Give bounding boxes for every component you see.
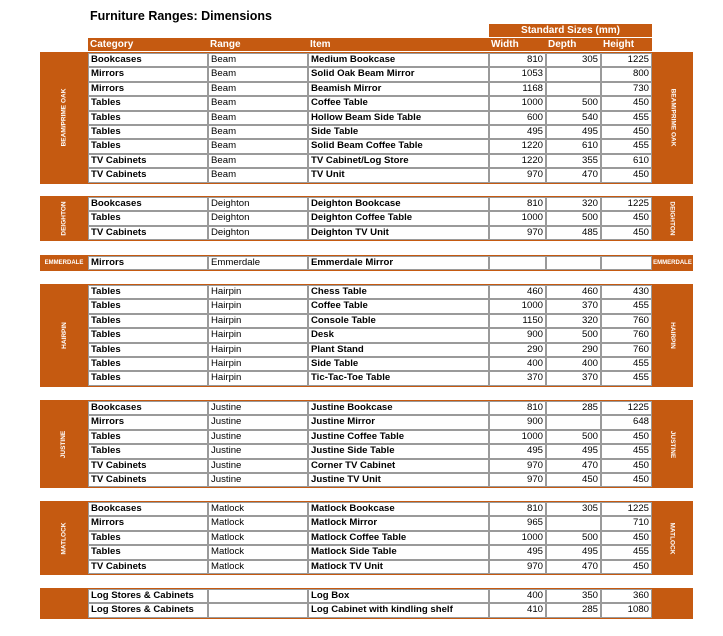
- table-row: [88, 502, 652, 516]
- cell-item: Justine Bookcase: [308, 401, 489, 415]
- cell-height: [601, 256, 652, 270]
- group-label-left: [40, 400, 88, 488]
- cell-range: Justine: [208, 459, 308, 473]
- cell-category: Tables: [88, 531, 208, 545]
- cell-category: Tables: [88, 139, 208, 153]
- column-header-item: Item: [308, 38, 489, 51]
- cell-range: Beam: [208, 67, 308, 81]
- cell-height: 455: [601, 357, 652, 371]
- cell-item: Solid Oak Beam Mirror: [308, 67, 489, 81]
- table-row: [88, 473, 652, 487]
- cell-range: Beam: [208, 154, 308, 168]
- group-label-right: [652, 284, 693, 387]
- cell-height: 648: [601, 415, 652, 429]
- table-row: [88, 211, 652, 225]
- cell-width: 290: [489, 343, 546, 357]
- cell-category: Bookcases: [88, 53, 208, 67]
- table-row: [88, 371, 652, 385]
- cell-item: Beamish Mirror: [308, 82, 489, 96]
- cell-width: 1220: [489, 154, 546, 168]
- cell-depth: 305: [546, 502, 601, 516]
- cell-item: Log Box: [308, 589, 489, 603]
- cell-range: Deighton: [208, 211, 308, 225]
- group-label-right: [652, 255, 693, 271]
- table-row: [88, 197, 652, 211]
- cell-height: 760: [601, 328, 652, 342]
- table-row: [88, 299, 652, 313]
- cell-category: TV Cabinets: [88, 473, 208, 487]
- cell-height: 450: [601, 125, 652, 139]
- cell-range: Hairpin: [208, 357, 308, 371]
- cell-category: TV Cabinets: [88, 560, 208, 574]
- group-label-text: HAIRPIN: [60, 322, 68, 349]
- group-label-text: HAIRPIN: [668, 322, 676, 349]
- group-label-right: [652, 52, 693, 184]
- cell-category: Bookcases: [88, 197, 208, 211]
- cell-width: 970: [489, 560, 546, 574]
- cell-item: Desk: [308, 328, 489, 342]
- cell-item: Justine Side Table: [308, 444, 489, 458]
- cell-range: Beam: [208, 96, 308, 110]
- cell-item: TV Unit: [308, 168, 489, 182]
- cell-width: 900: [489, 415, 546, 429]
- cell-depth: 495: [546, 125, 601, 139]
- group-label-right: [652, 400, 693, 488]
- cell-width: 400: [489, 357, 546, 371]
- cell-item: Coffee Table: [308, 299, 489, 313]
- cell-height: 450: [601, 168, 652, 182]
- cell-range: Beam: [208, 139, 308, 153]
- cell-width: 400: [489, 589, 546, 603]
- table-row: [88, 430, 652, 444]
- cell-category: Tables: [88, 211, 208, 225]
- cell-range: Justine: [208, 401, 308, 415]
- cell-height: 450: [601, 430, 652, 444]
- cell-width: 900: [489, 328, 546, 342]
- cell-height: 1080: [601, 603, 652, 617]
- table-row: [88, 560, 652, 574]
- cell-item: Emmerdale Mirror: [308, 256, 489, 270]
- cell-item: Deighton TV Unit: [308, 226, 489, 240]
- cell-category: Tables: [88, 430, 208, 444]
- column-header-category: Category: [88, 38, 208, 51]
- table-row: [88, 125, 652, 139]
- cell-depth: 500: [546, 531, 601, 545]
- cell-height: 450: [601, 531, 652, 545]
- cell-depth: 500: [546, 328, 601, 342]
- cell-width: 1000: [489, 299, 546, 313]
- cell-height: 800: [601, 67, 652, 81]
- cell-range: Hairpin: [208, 285, 308, 299]
- cell-category: Tables: [88, 125, 208, 139]
- cell-depth: 470: [546, 459, 601, 473]
- table-row: [88, 96, 652, 110]
- cell-width: 970: [489, 473, 546, 487]
- group-label-text: JUSTINE: [668, 430, 676, 458]
- cell-height: 450: [601, 96, 652, 110]
- cell-range: Justine: [208, 430, 308, 444]
- group-label-text: DEIGHTON: [668, 201, 676, 236]
- cell-range: Matlock: [208, 531, 308, 545]
- group-label-text: JUSTINE: [60, 430, 68, 458]
- cell-height: 455: [601, 139, 652, 153]
- table-row: [88, 226, 652, 240]
- cell-height: 450: [601, 459, 652, 473]
- group-label-text: MATLOCK: [60, 521, 68, 555]
- cell-depth: 500: [546, 211, 601, 225]
- cell-depth: [546, 516, 601, 530]
- cell-width: 1000: [489, 430, 546, 444]
- cell-category: Tables: [88, 444, 208, 458]
- cell-depth: 370: [546, 371, 601, 385]
- cell-width: 970: [489, 168, 546, 182]
- group-label-left: [40, 196, 88, 241]
- cell-category: Bookcases: [88, 502, 208, 516]
- cell-range: Hairpin: [208, 314, 308, 328]
- cell-depth: 400: [546, 357, 601, 371]
- cell-range: Hairpin: [208, 343, 308, 357]
- cell-category: Tables: [88, 343, 208, 357]
- cell-height: 450: [601, 473, 652, 487]
- cell-category: Tables: [88, 328, 208, 342]
- cell-range: Justine: [208, 473, 308, 487]
- cell-width: 495: [489, 444, 546, 458]
- cell-item: Tic-Tac-Toe Table: [308, 371, 489, 385]
- cell-height: 1225: [601, 502, 652, 516]
- cell-depth: 470: [546, 168, 601, 182]
- cell-item: Deighton Bookcase: [308, 197, 489, 211]
- cell-category: Mirrors: [88, 516, 208, 530]
- cell-depth: 355: [546, 154, 601, 168]
- cell-width: 810: [489, 401, 546, 415]
- cell-item: Medium Bookcase: [308, 53, 489, 67]
- table-row: [88, 82, 652, 96]
- group-label-left: [40, 501, 88, 575]
- table-row: [88, 603, 652, 617]
- cell-range: Beam: [208, 168, 308, 182]
- cell-category: Mirrors: [88, 256, 208, 270]
- table-row: [88, 139, 652, 153]
- cell-item: Matlock Coffee Table: [308, 531, 489, 545]
- cell-height: 1225: [601, 401, 652, 415]
- cell-height: 450: [601, 560, 652, 574]
- cell-category: Bookcases: [88, 401, 208, 415]
- cell-range: Hairpin: [208, 299, 308, 313]
- cell-item: Plant Stand: [308, 343, 489, 357]
- cell-item: Matlock Bookcase: [308, 502, 489, 516]
- group-label-left: [40, 52, 88, 184]
- cell-range: Justine: [208, 415, 308, 429]
- cell-category: Tables: [88, 96, 208, 110]
- cell-range: [208, 603, 308, 617]
- table-row: [88, 256, 652, 270]
- group-label-right: [652, 501, 693, 575]
- cell-depth: [546, 415, 601, 429]
- cell-width: 370: [489, 371, 546, 385]
- cell-range: Hairpin: [208, 371, 308, 385]
- cell-depth: 350: [546, 589, 601, 603]
- cell-category: Log Stores & Cabinets: [88, 589, 208, 603]
- cell-range: Deighton: [208, 226, 308, 240]
- group-label-right: [652, 196, 693, 241]
- group-label-text: EMMERDALE: [44, 260, 84, 267]
- cell-range: Beam: [208, 111, 308, 125]
- table-row: [88, 111, 652, 125]
- cell-depth: [546, 82, 601, 96]
- cell-height: 455: [601, 111, 652, 125]
- cell-height: 360: [601, 589, 652, 603]
- cell-item: Justine TV Unit: [308, 473, 489, 487]
- page-title: Furniture Ranges: Dimensions: [90, 9, 272, 23]
- cell-depth: 285: [546, 603, 601, 617]
- cell-height: 450: [601, 226, 652, 240]
- cell-height: 455: [601, 299, 652, 313]
- group-label-left: [40, 284, 88, 387]
- cell-width: 495: [489, 125, 546, 139]
- cell-category: Mirrors: [88, 82, 208, 96]
- cell-width: 970: [489, 226, 546, 240]
- cell-item: Hollow Beam Side Table: [308, 111, 489, 125]
- cell-category: TV Cabinets: [88, 154, 208, 168]
- cell-width: 810: [489, 197, 546, 211]
- cell-width: 1220: [489, 139, 546, 153]
- table-row: [88, 415, 652, 429]
- cell-depth: 500: [546, 430, 601, 444]
- cell-range: Hairpin: [208, 328, 308, 342]
- table-row: [88, 357, 652, 371]
- cell-width: 810: [489, 502, 546, 516]
- cell-height: 1225: [601, 53, 652, 67]
- group-label-text: BEAM/PRIME OAK: [60, 88, 68, 147]
- group-label-text: MATLOCK: [668, 521, 676, 555]
- cell-height: 455: [601, 545, 652, 559]
- group-label-text: BEAM/PRIME OAK: [669, 88, 676, 147]
- table-row: [88, 589, 652, 603]
- cell-range: Emmerdale: [208, 256, 308, 270]
- cell-height: 450: [601, 211, 652, 225]
- cell-range: Beam: [208, 125, 308, 139]
- table-row: [88, 343, 652, 357]
- group-label-text: EMMERDALE: [653, 260, 692, 267]
- table-row: [88, 168, 652, 182]
- cell-category: TV Cabinets: [88, 168, 208, 182]
- table-row: [88, 328, 652, 342]
- cell-depth: 320: [546, 197, 601, 211]
- cell-height: 710: [601, 516, 652, 530]
- column-header-range: Range: [208, 38, 308, 51]
- cell-range: Matlock: [208, 545, 308, 559]
- cell-depth: 540: [546, 111, 601, 125]
- cell-width: 1053: [489, 67, 546, 81]
- cell-width: [489, 256, 546, 270]
- cell-category: Tables: [88, 545, 208, 559]
- table-row: [88, 401, 652, 415]
- cell-item: Log Cabinet with kindling shelf: [308, 603, 489, 617]
- cell-item: Console Table: [308, 314, 489, 328]
- cell-category: Mirrors: [88, 415, 208, 429]
- group-label-text: DEIGHTON: [60, 201, 68, 236]
- cell-depth: 370: [546, 299, 601, 313]
- cell-category: Tables: [88, 357, 208, 371]
- table-row: [88, 444, 652, 458]
- cell-item: Deighton Coffee Table: [308, 211, 489, 225]
- cell-depth: [546, 67, 601, 81]
- cell-item: Matlock TV Unit: [308, 560, 489, 574]
- cell-category: Log Stores & Cabinets: [88, 603, 208, 617]
- cell-depth: 320: [546, 314, 601, 328]
- cell-width: 1150: [489, 314, 546, 328]
- cell-width: 495: [489, 545, 546, 559]
- cell-depth: 460: [546, 285, 601, 299]
- cell-height: 610: [601, 154, 652, 168]
- cell-depth: 290: [546, 343, 601, 357]
- column-header-depth: Depth: [546, 38, 601, 51]
- cell-category: Tables: [88, 111, 208, 125]
- cell-width: 970: [489, 459, 546, 473]
- cell-item: Matlock Mirror: [308, 516, 489, 530]
- cell-item: TV Cabinet/Log Store: [308, 154, 489, 168]
- cell-depth: 450: [546, 473, 601, 487]
- cell-height: 760: [601, 314, 652, 328]
- cell-height: 455: [601, 371, 652, 385]
- table-row: [88, 53, 652, 67]
- cell-range: Matlock: [208, 560, 308, 574]
- cell-category: Tables: [88, 314, 208, 328]
- cell-range: Justine: [208, 444, 308, 458]
- cell-depth: 495: [546, 545, 601, 559]
- cell-depth: 470: [546, 560, 601, 574]
- cell-width: 460: [489, 285, 546, 299]
- cell-category: TV Cabinets: [88, 459, 208, 473]
- cell-width: 1168: [489, 82, 546, 96]
- cell-item: Corner TV Cabinet: [308, 459, 489, 473]
- cell-width: 600: [489, 111, 546, 125]
- cell-width: 810: [489, 53, 546, 67]
- cell-category: Tables: [88, 299, 208, 313]
- cell-item: Chess Table: [308, 285, 489, 299]
- cell-item: Justine Mirror: [308, 415, 489, 429]
- table-row: [88, 67, 652, 81]
- column-header-height: Height: [601, 38, 652, 51]
- cell-width: 965: [489, 516, 546, 530]
- cell-item: Matlock Side Table: [308, 545, 489, 559]
- cell-range: Beam: [208, 82, 308, 96]
- column-header-width: Width: [489, 38, 546, 51]
- cell-category: Tables: [88, 371, 208, 385]
- table-row: [88, 516, 652, 530]
- cell-width: 410: [489, 603, 546, 617]
- cell-height: 455: [601, 444, 652, 458]
- table-row: [88, 314, 652, 328]
- cell-depth: 285: [546, 401, 601, 415]
- cell-category: Mirrors: [88, 67, 208, 81]
- cell-category: Tables: [88, 285, 208, 299]
- cell-range: Deighton: [208, 197, 308, 211]
- table-row: [88, 154, 652, 168]
- table-row: [88, 531, 652, 545]
- cell-width: 1000: [489, 531, 546, 545]
- cell-range: Beam: [208, 53, 308, 67]
- cell-depth: 610: [546, 139, 601, 153]
- cell-depth: 485: [546, 226, 601, 240]
- cell-height: 430: [601, 285, 652, 299]
- group-label-left: [40, 255, 88, 271]
- cell-depth: 500: [546, 96, 601, 110]
- cell-width: 1000: [489, 96, 546, 110]
- cell-depth: 305: [546, 53, 601, 67]
- cell-item: Side Table: [308, 125, 489, 139]
- cell-depth: [546, 256, 601, 270]
- cell-height: 760: [601, 343, 652, 357]
- table-row: [88, 545, 652, 559]
- table-row: [88, 285, 652, 299]
- cell-item: Justine Coffee Table: [308, 430, 489, 444]
- cell-item: Solid Beam Coffee Table: [308, 139, 489, 153]
- cell-item: Coffee Table: [308, 96, 489, 110]
- cell-category: TV Cabinets: [88, 226, 208, 240]
- cell-height: 1225: [601, 197, 652, 211]
- standard-sizes-header: Standard Sizes (mm): [489, 24, 652, 37]
- table-row: [88, 459, 652, 473]
- cell-range: Matlock: [208, 502, 308, 516]
- cell-depth: 495: [546, 444, 601, 458]
- cell-width: 1000: [489, 211, 546, 225]
- cell-item: Side Table: [308, 357, 489, 371]
- cell-height: 730: [601, 82, 652, 96]
- cell-range: Matlock: [208, 516, 308, 530]
- cell-range: [208, 589, 308, 603]
